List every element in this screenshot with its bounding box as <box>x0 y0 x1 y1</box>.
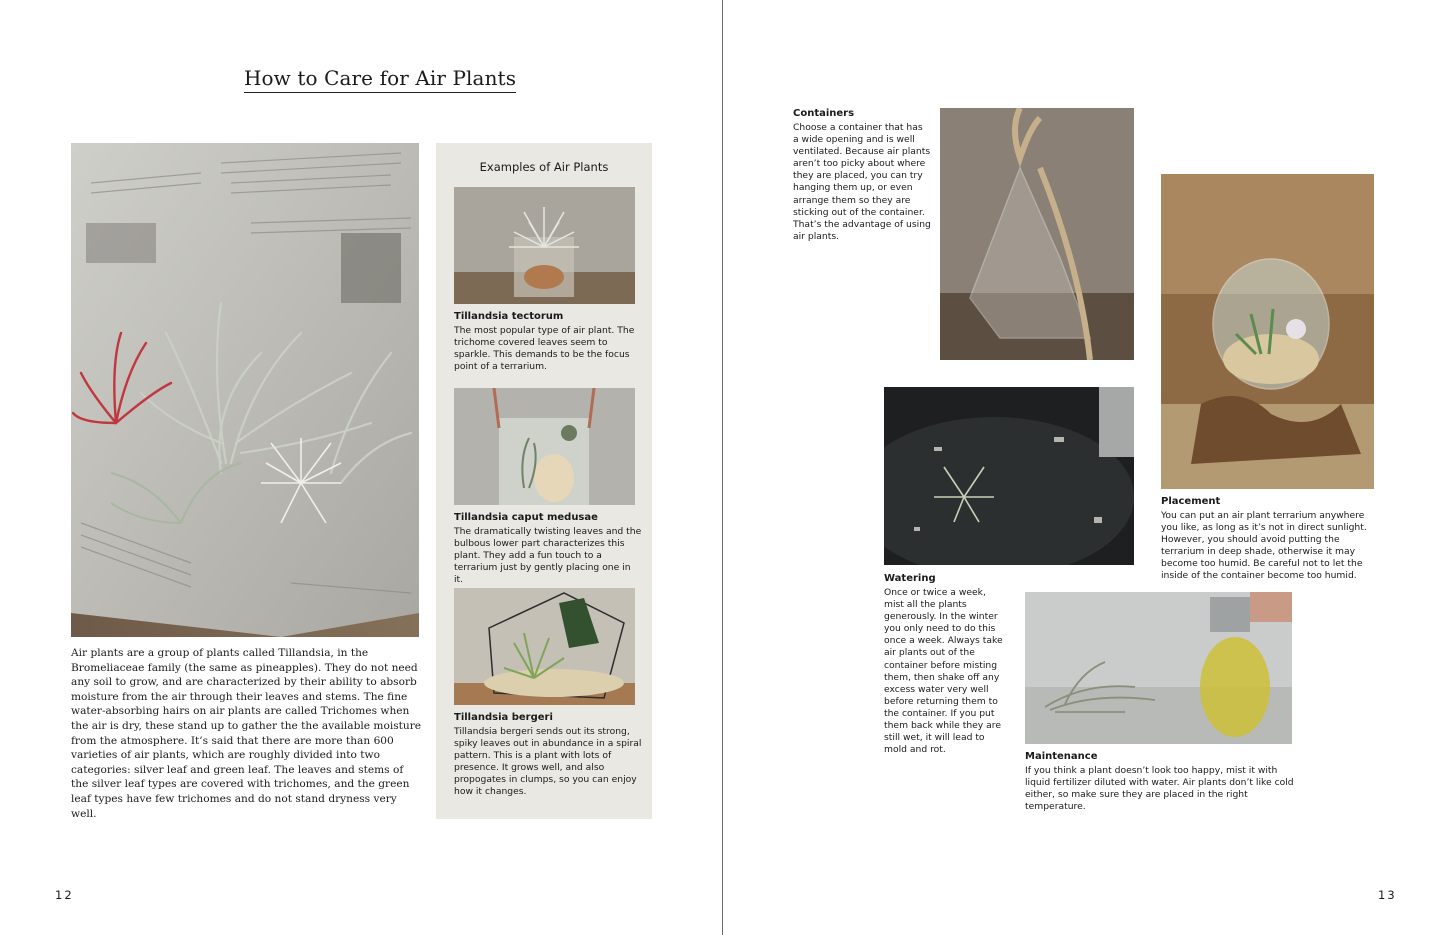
watering-text: Once or twice a week, mist all the plants generously. In the winter you only need to do this once a week. Always take air plants out of the container before misting them, then shake off any excess water very well before returning them to the container. If you put them back while they are still wet, it will lead to mold and rot. <box>884 587 1003 756</box>
containers-heading: Containers <box>793 108 855 119</box>
page-title: How to Care for Air Plants <box>244 66 516 93</box>
sidebar-heading: Examples of Air Plants <box>479 160 609 174</box>
example-name-caput-medusae: Tillandsia caput medusae <box>454 512 598 523</box>
tillandsia-caput-medusae-photo <box>454 388 635 505</box>
placement-heading: Placement <box>1161 496 1221 507</box>
example-desc-caput-medusae: The dramatically twisting leaves and the bulbous lower part characterizes this plant. They add a fun touch to a terrarium just by gently placing one in it. <box>454 526 642 586</box>
page-number-right: 13 <box>1378 888 1397 902</box>
fertilizer-mist-photo <box>1025 592 1292 744</box>
containers-text: Choose a container that has a wide opening and is well ventilated. Because air plants aren’t too picky about where they are placed, you can try hanging them up, or even arrange them so they are sticking out of the container. That’s the advantage of using air plants. <box>793 122 931 242</box>
maintenance-heading: Maintenance <box>1025 751 1098 762</box>
intro-paragraph: Air plants are a group of plants called Tillandsia, in the Bromeliaceae family (the same as pineapples). They do not need any soil to grow, and are characterized by their ability to absorb moisture from the air through their leaves and stems. The fine water-absorbing hairs on air plants are called Trichomes when the air is dry, these stand up to gather the the available moisture from the atmosphere. It’s said that there are more than 600 varieties of air plants, which are roughly divided into two categories: silver leaf and green leaf. The leaves and stems of the silver leaf types are covered with trichomes, and the green leaf types have few trichomes and do not stand dryness very well. <box>71 647 422 820</box>
example-desc-bergeri: Tillandsia bergeri sends out its strong, spiky leaves out in abundance in a spiral pattern. This is a plant with lots of presence. It grows well, and also propogates in clumps, so you can enjoy how it changes. <box>454 726 642 798</box>
tillandsia-tectorum-photo <box>454 187 635 304</box>
examples-sidebar <box>436 143 652 819</box>
page-number-left: 12 <box>55 888 74 902</box>
placement-text: You can put an air plant terrarium anywhere you like, as long as it’s not in direct sunlight. However, you should avoid putting the terrarium in deep shade, otherwise it may become too humid. Be careful not to let the inside of the container become too humid. <box>1161 510 1367 582</box>
maintenance-text: If you think a plant doesn’t look too happy, mist it with liquid fertilizer diluted with water. Air plants don’t like cold either, so make sure they are placed in the right temperature. <box>1025 765 1294 813</box>
page-gutter <box>722 0 723 935</box>
hanging-glass-terrarium-photo <box>940 108 1134 360</box>
example-name-bergeri: Tillandsia bergeri <box>454 712 553 723</box>
watering-heading: Watering <box>884 573 936 584</box>
tillandsia-bergeri-photo <box>454 588 635 705</box>
air-plants-on-newspaper-photo <box>71 143 419 637</box>
example-desc-tectorum: The most popular type of air plant. The trichome covered leaves seem to sparkle. This demands to be the focus point of a terrarium. <box>454 325 635 373</box>
misting-air-plant-photo <box>884 387 1134 565</box>
example-name-tectorum: Tillandsia tectorum <box>454 311 564 322</box>
terrarium-on-driftwood-photo <box>1161 174 1374 489</box>
